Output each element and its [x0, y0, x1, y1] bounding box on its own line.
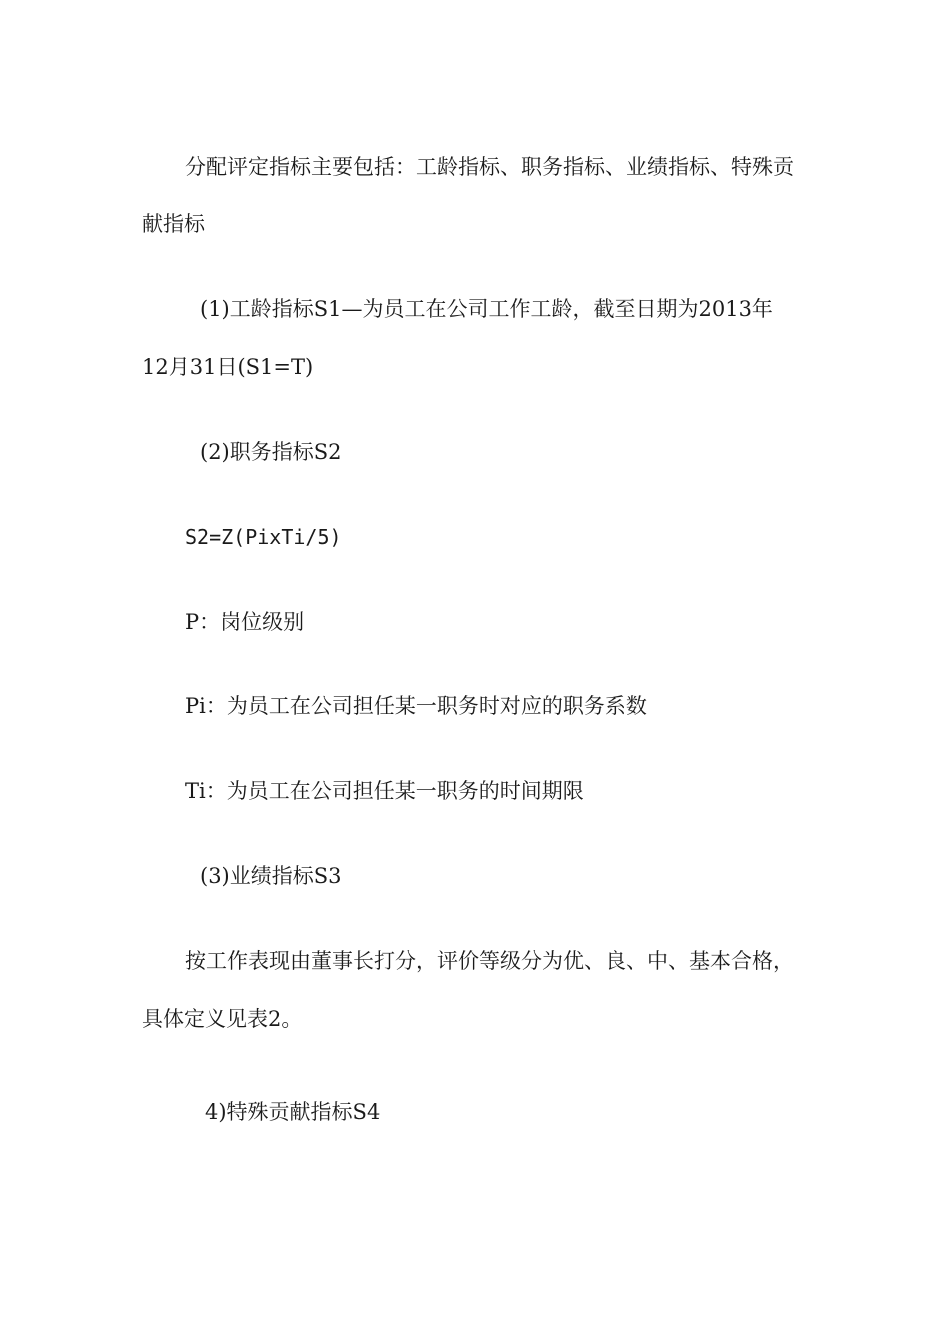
definition-ti: Ti：为员工在公司担任某一职务的时间期限 — [185, 779, 584, 803]
performance-line-2: 具体定义见表2。 — [142, 1007, 303, 1031]
performance-heading: (3)业绩指标S3 — [200, 864, 342, 888]
position-formula: S2=Z(PixTi/5) — [185, 525, 342, 549]
intro-line-1: 分配评定指标主要包括：工龄指标、职务指标、业绩指标、特殊贡 — [185, 155, 794, 179]
definition-pi: Pi：为员工在公司担任某一职务时对应的职务系数 — [185, 694, 647, 718]
definition-p: P：岗位级别 — [185, 610, 305, 634]
intro-line-2: 献指标 — [142, 212, 205, 236]
performance-line-1: 按工作表现由董事长打分，评价等级分为优、良、中、基本合格， — [185, 949, 794, 973]
position-heading: (2)职务指标S2 — [200, 440, 342, 464]
seniority-line-1: (1)工龄指标S1—为员工在公司工作工龄，截至日期为2013年 — [200, 297, 773, 321]
seniority-line-2: 12月31日(S1=T) — [142, 355, 314, 379]
special-contribution-heading: 4)特殊贡献指标S4 — [205, 1100, 381, 1124]
